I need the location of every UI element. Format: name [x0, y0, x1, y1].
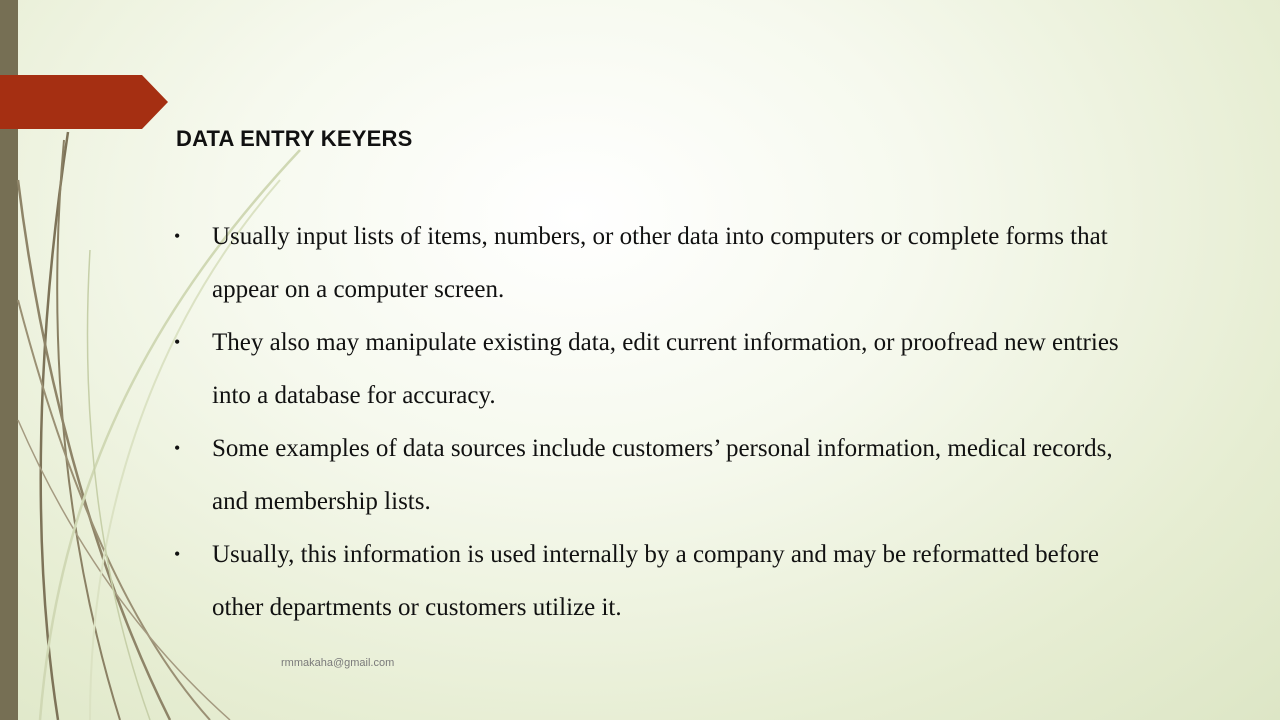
bullet-item	[174, 210, 1154, 316]
accent-arrow-tab	[0, 75, 168, 129]
bullet-list	[174, 210, 1154, 634]
bullet-text: Some examples of data sources include customers’ personal information, medical records, and membership lists.	[212, 435, 1113, 515]
footer-email: rmmakaha@gmail.com	[281, 657, 395, 669]
bullet-item	[174, 422, 1154, 528]
bullet-text: They also may manipulate existing data, edit current information, or proofread new entries into a database for accuracy.	[212, 329, 1119, 409]
bullet-dot-icon: •	[174, 544, 181, 564]
bullet-dot-icon: •	[174, 226, 181, 246]
bullet-item	[174, 316, 1154, 422]
bullet-dot-icon: •	[174, 438, 181, 458]
bullet-text: Usually input lists of items, numbers, or other data into computers or complete forms that appear on a computer screen.	[212, 223, 1108, 303]
bullet-dot-icon: •	[174, 332, 181, 352]
slide-title: DATA ENTRY KEYERS	[176, 126, 413, 151]
bullet-text: Usually, this information is used internally by a company and may be reformatted before other departments or customers utilize it.	[212, 541, 1100, 621]
bullet-item	[174, 528, 1154, 634]
